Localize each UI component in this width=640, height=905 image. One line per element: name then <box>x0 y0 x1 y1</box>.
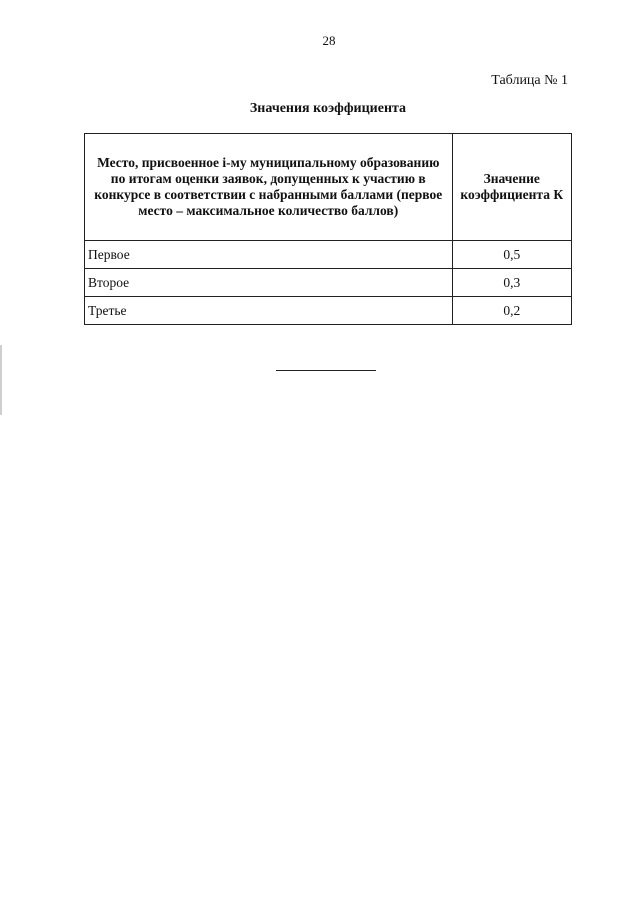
table-header-row <box>85 134 572 241</box>
row-value: 0,5 <box>452 241 572 269</box>
header-value: Значение коэффициента К <box>452 134 572 241</box>
row-place: Второе <box>85 269 453 297</box>
row-value: 0,3 <box>452 269 572 297</box>
row-value: 0,2 <box>452 297 572 325</box>
table-row <box>85 269 572 297</box>
table-row <box>85 297 572 325</box>
table-row <box>85 241 572 269</box>
footer-divider <box>276 370 376 371</box>
header-place: Место, присвоенное i-му муниципальному образованию по итогам оценки заявок, допущенных к участию в конкурсе в соответствии с набранными баллами (первое место – максимальное количество баллов) <box>85 134 453 241</box>
table-label: Таблица № 1 <box>491 73 568 88</box>
document-title: Значения коэффициента <box>249 101 407 116</box>
row-place: Первое <box>85 241 453 269</box>
scan-margin-mark <box>0 345 2 415</box>
page-number: 28 <box>322 33 336 48</box>
coefficient-table <box>84 133 572 325</box>
row-place: Третье <box>85 297 453 325</box>
